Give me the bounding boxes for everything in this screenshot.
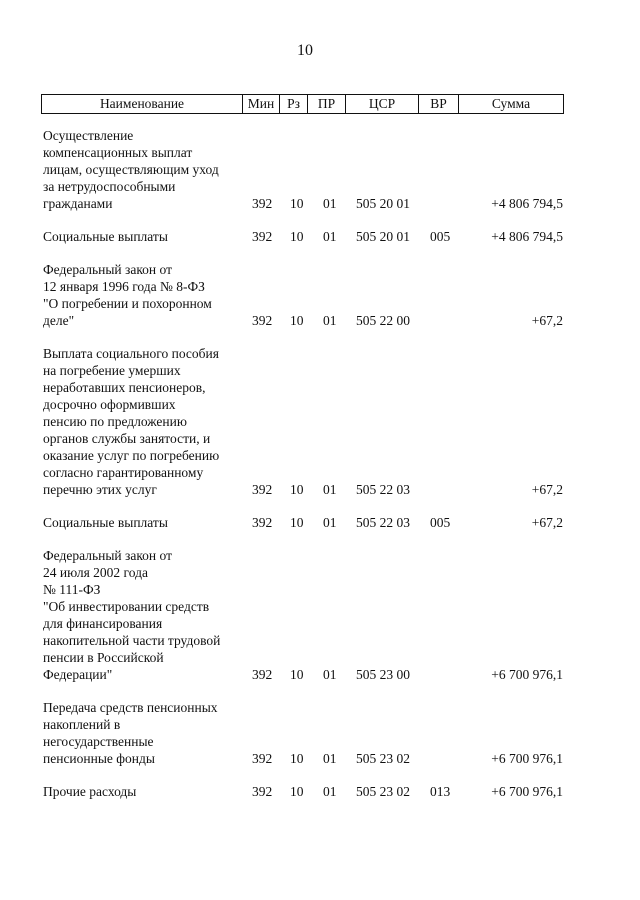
row-rz: 10	[290, 196, 304, 211]
row-rz: 10	[290, 784, 304, 799]
row-csr: 505 22 00	[356, 313, 410, 328]
header-csr: ЦСР	[346, 95, 419, 113]
row-vr: 005	[430, 229, 451, 244]
table-row	[43, 345, 563, 498]
row-csr: 505 23 02	[356, 784, 410, 799]
row-rz: 10	[290, 667, 304, 682]
row-name: Прочие расходы	[43, 784, 137, 799]
row-sum: +6 700 976,1	[491, 751, 563, 766]
row-rz: 10	[290, 515, 304, 530]
header-vr: ВР	[419, 95, 459, 113]
row-sum: +67,2	[531, 482, 563, 497]
row-rz: 10	[290, 482, 304, 497]
row-csr: 505 20 01	[356, 229, 410, 244]
row-name: Осуществление компенсационных выплат лицам, осуществляющим уход за нетрудоспособными гражданами	[43, 128, 219, 211]
table-header	[41, 94, 564, 114]
table-row	[43, 783, 563, 800]
row-csr: 505 20 01	[356, 196, 410, 211]
row-sum: +4 806 794,5	[491, 229, 563, 244]
row-min: 392	[252, 229, 273, 244]
header-pr: ПР	[308, 95, 346, 113]
row-name: Выплата социального пособия на погребение умерших неработавших пенсионеров, досрочно оформивших пенсию по предложению органов службы занятости, и оказание услуг по погребению согласно гарантированному перечню этих услуг	[43, 346, 220, 497]
row-min: 392	[252, 667, 273, 682]
budget-table-body	[43, 127, 563, 816]
row-rz: 10	[290, 751, 304, 766]
row-min: 392	[252, 196, 273, 211]
row-name: Социальные выплаты	[43, 515, 168, 530]
row-min: 392	[252, 751, 273, 766]
table-row	[43, 261, 563, 329]
row-sum: +67,2	[531, 515, 563, 530]
row-min: 392	[252, 482, 273, 497]
row-csr: 505 22 03	[356, 515, 410, 530]
page-number: 10	[297, 42, 313, 59]
row-pr: 01	[323, 482, 337, 497]
row-pr: 01	[323, 229, 337, 244]
row-pr: 01	[323, 515, 337, 530]
row-pr: 01	[323, 751, 337, 766]
row-rz: 10	[290, 229, 304, 244]
row-pr: 01	[323, 784, 337, 799]
row-sum: +6 700 976,1	[491, 667, 563, 682]
row-name: Социальные выплаты	[43, 229, 168, 244]
header-name: Наименование	[42, 95, 243, 113]
row-sum: +4 806 794,5	[491, 196, 563, 211]
table-row	[43, 127, 563, 212]
row-pr: 01	[323, 313, 337, 328]
row-csr: 505 23 00	[356, 667, 410, 682]
table-row	[43, 228, 563, 245]
header-rz: Рз	[280, 95, 308, 113]
row-min: 392	[252, 313, 273, 328]
row-csr: 505 22 03	[356, 482, 410, 497]
header-sum: Сумма	[491, 96, 531, 111]
header-min: Мин	[243, 95, 280, 113]
row-name: Федеральный закон от 12 января 1996 года № 8-ФЗ "О погребении и похоронном деле"	[43, 262, 212, 328]
row-min: 392	[252, 784, 273, 799]
table-row	[43, 514, 563, 531]
row-pr: 01	[323, 196, 337, 211]
row-sum: +67,2	[531, 313, 563, 328]
row-pr: 01	[323, 667, 337, 682]
table-row	[43, 547, 563, 683]
row-csr: 505 23 02	[356, 751, 410, 766]
row-rz: 10	[290, 313, 304, 328]
table-row	[43, 699, 563, 767]
row-min: 392	[252, 515, 273, 530]
row-name: Передача средств пенсионных накоплений в негосударственные пенсионные фонды	[43, 700, 218, 766]
row-vr: 013	[430, 784, 451, 799]
row-sum: +6 700 976,1	[491, 784, 563, 799]
row-vr: 005	[430, 515, 451, 530]
row-name: Федеральный закон от 24 июля 2002 года № 111-ФЗ "Об инвестировании средств для финансирования накопительной части трудовой пенсии в Российской Федерации"	[43, 548, 221, 682]
